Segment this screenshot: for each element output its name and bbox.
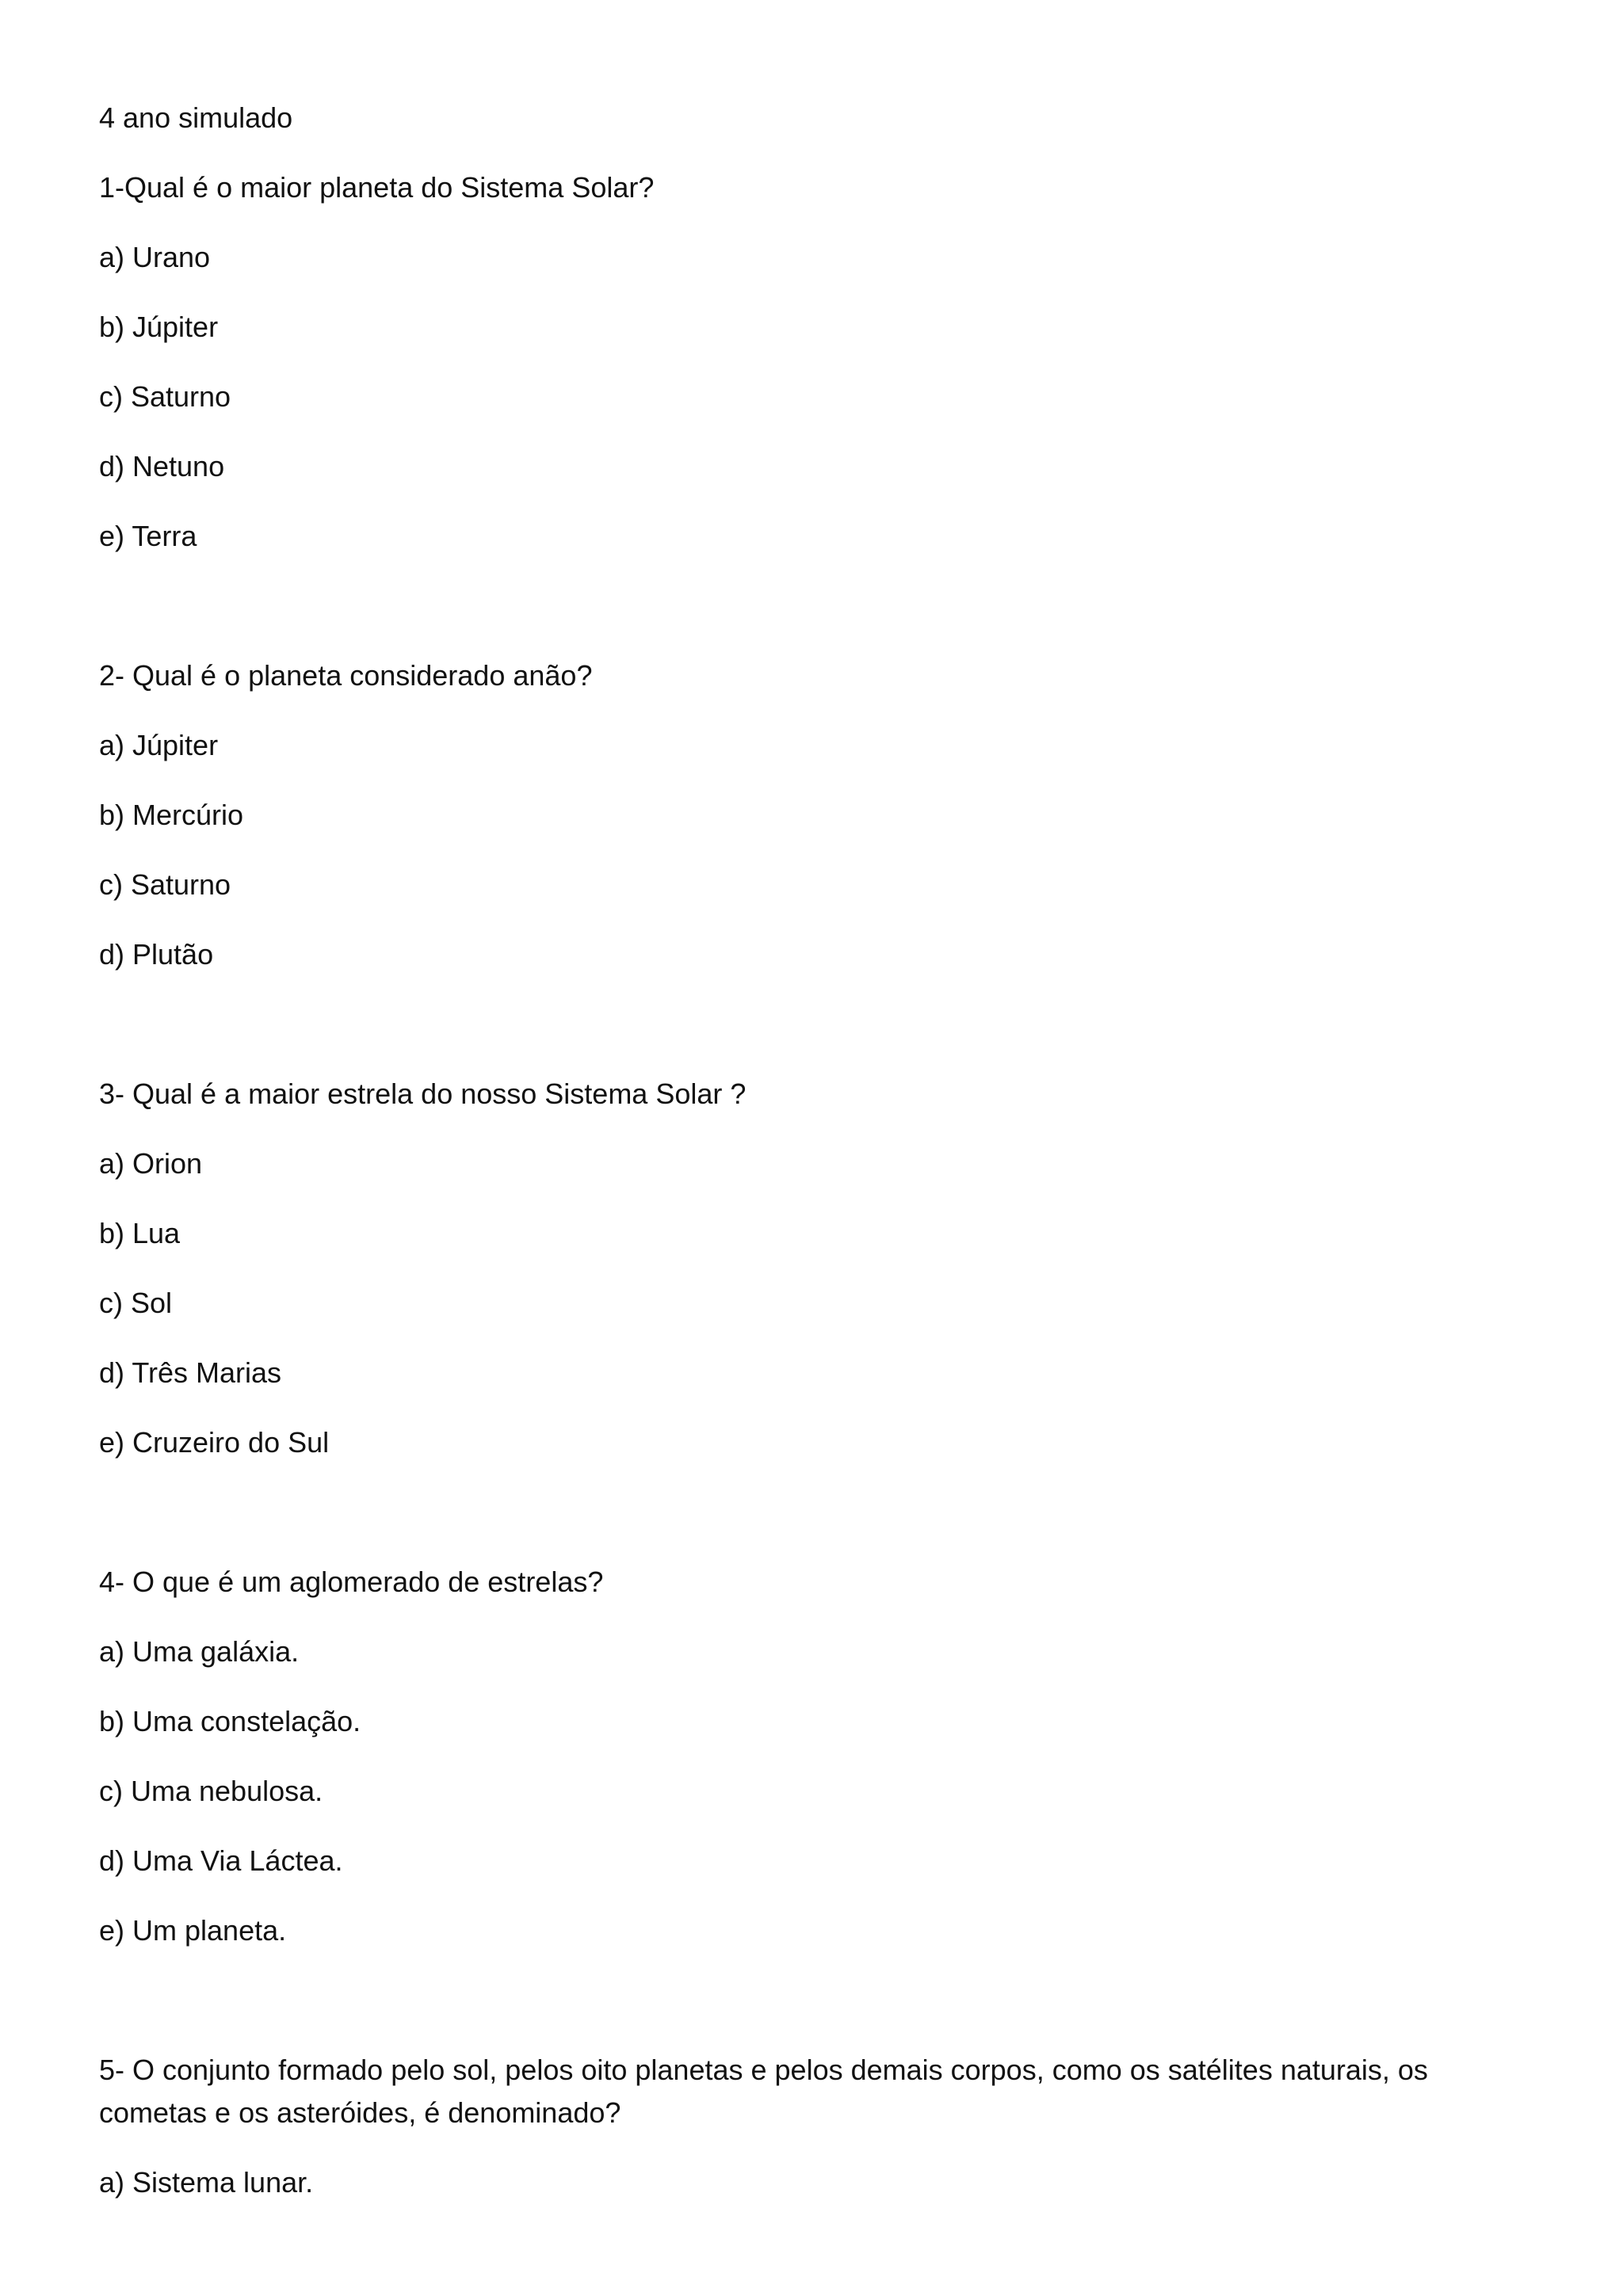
question-4-option-e: e) Um planeta.: [99, 1914, 287, 1947]
question-2-option-d: d) Plutão: [99, 938, 214, 971]
question-2-option-b: b) Mercúrio: [99, 799, 244, 831]
question-5-text: 5- O conjunto formado pelo sol, pelos oito planetas e pelos demais corpos, como os satélites naturais, os cometas e os asteróides, é denominado?: [99, 2054, 1428, 2129]
question-3-option-b: b) Lua: [99, 1217, 181, 1249]
question-4-option-b: b) Uma constelação.: [99, 1705, 361, 1737]
question-1-option-b: b) Júpiter: [99, 311, 219, 343]
question-4-option-c: c) Uma nebulosa.: [99, 1775, 323, 1807]
question-spacer: [99, 585, 1526, 654]
question-3-option-e: e) Cruzeiro do Sul: [99, 1426, 330, 1459]
question-2-option-c: c) Saturno: [99, 868, 231, 901]
question-1-text: 1-Qual é o maior planeta do Sistema Solar?: [99, 171, 655, 204]
question-block-2: [99, 654, 1526, 976]
question-block-4: [99, 1561, 1526, 1952]
question-spacer: [99, 1491, 1526, 1561]
question-block-5: [99, 2049, 1526, 2204]
question-2-text: 2- Qual é o planeta considerado anão?: [99, 659, 593, 692]
document-title: 4 ano simulado: [99, 101, 293, 134]
question-4-option-a: a) Uma galáxia.: [99, 1635, 300, 1668]
document-content: [99, 97, 1526, 2231]
question-3-option-a: a) Orion: [99, 1147, 203, 1180]
question-spacer: [99, 1003, 1526, 1073]
question-3-option-c: c) Sol: [99, 1287, 173, 1319]
question-3-text: 3- Qual é a maior estrela do nosso Sistema Solar ?: [99, 1077, 747, 1110]
question-5-option-a: a) Sistema lunar.: [99, 2166, 314, 2199]
question-1-option-d: d) Netuno: [99, 450, 225, 482]
question-3-option-d: d) Três Marias: [99, 1356, 282, 1389]
question-1-option-e: e) Terra: [99, 520, 197, 552]
question-2-option-a: a) Júpiter: [99, 729, 219, 761]
question-4-text: 4- O que é um aglomerado de estrelas?: [99, 1566, 604, 1598]
question-block-3: [99, 1073, 1526, 1464]
question-spacer: [99, 1979, 1526, 2049]
question-1-option-a: a) Urano: [99, 241, 211, 273]
question-1-option-c: c) Saturno: [99, 380, 231, 413]
question-block-1: [99, 166, 1526, 558]
question-4-option-d: d) Uma Via Láctea.: [99, 1844, 343, 1877]
